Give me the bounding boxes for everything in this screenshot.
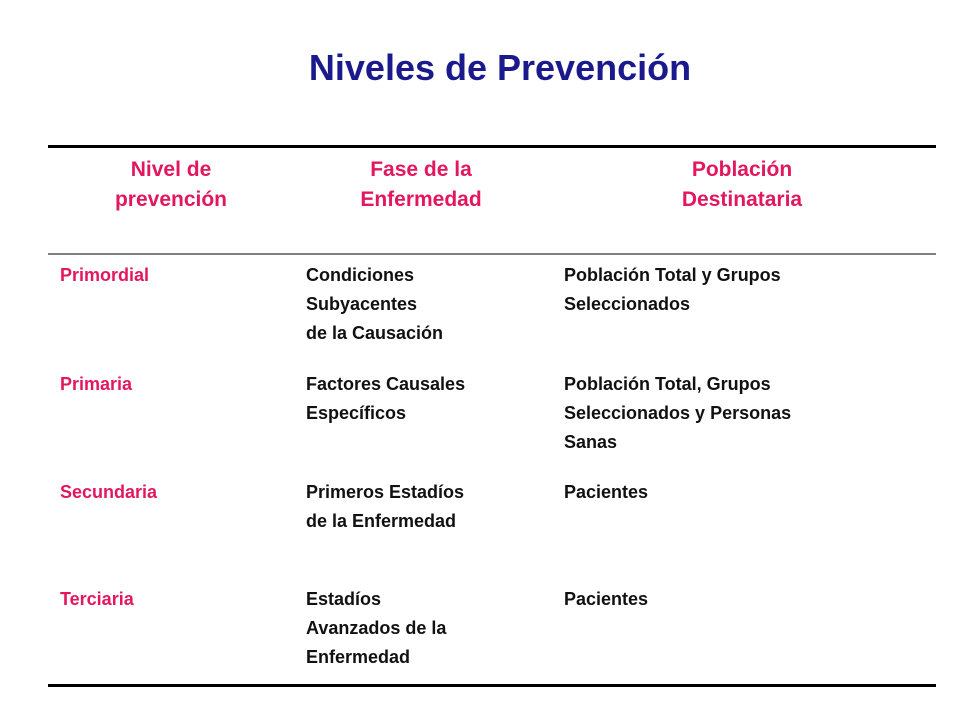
row-3-phase: Primeros Estadíos de la Enfermedad bbox=[306, 482, 465, 531]
row-2-phase: Factores Causales Específicos bbox=[306, 374, 466, 423]
row-3-population: Pacientes bbox=[564, 482, 649, 502]
row-2-population: Población Total, Grupos Seleccionados y Personas Sanas bbox=[564, 374, 792, 452]
row-1-level: Primordial bbox=[60, 265, 150, 285]
prevention-levels-table bbox=[48, 145, 936, 687]
table-header-rule bbox=[48, 253, 936, 255]
row-1-population: Población Total y Grupos Seleccionados bbox=[564, 265, 781, 314]
row-4-level: Terciaria bbox=[60, 589, 134, 609]
row-4-population: Pacientes bbox=[564, 589, 649, 609]
table-bottom-rule bbox=[48, 684, 936, 687]
table-top-rule bbox=[48, 145, 936, 148]
header-nivel-de-prevencion: Nivel de prevención bbox=[114, 158, 228, 211]
header-poblacion-destinataria: Población Destinataria bbox=[681, 158, 803, 211]
row-3-level: Secundaria bbox=[60, 482, 158, 502]
row-1-phase: Condiciones Subyacentes de la Causación bbox=[306, 265, 444, 343]
header-fase-de-la-enfermedad: Fase de la Enfermedad bbox=[360, 158, 482, 211]
row-2-level: Primaria bbox=[60, 374, 133, 394]
row-4-phase: Estadíos Avanzados de la Enfermedad bbox=[306, 589, 447, 667]
slide-title: Niveles de Prevención bbox=[308, 47, 692, 88]
